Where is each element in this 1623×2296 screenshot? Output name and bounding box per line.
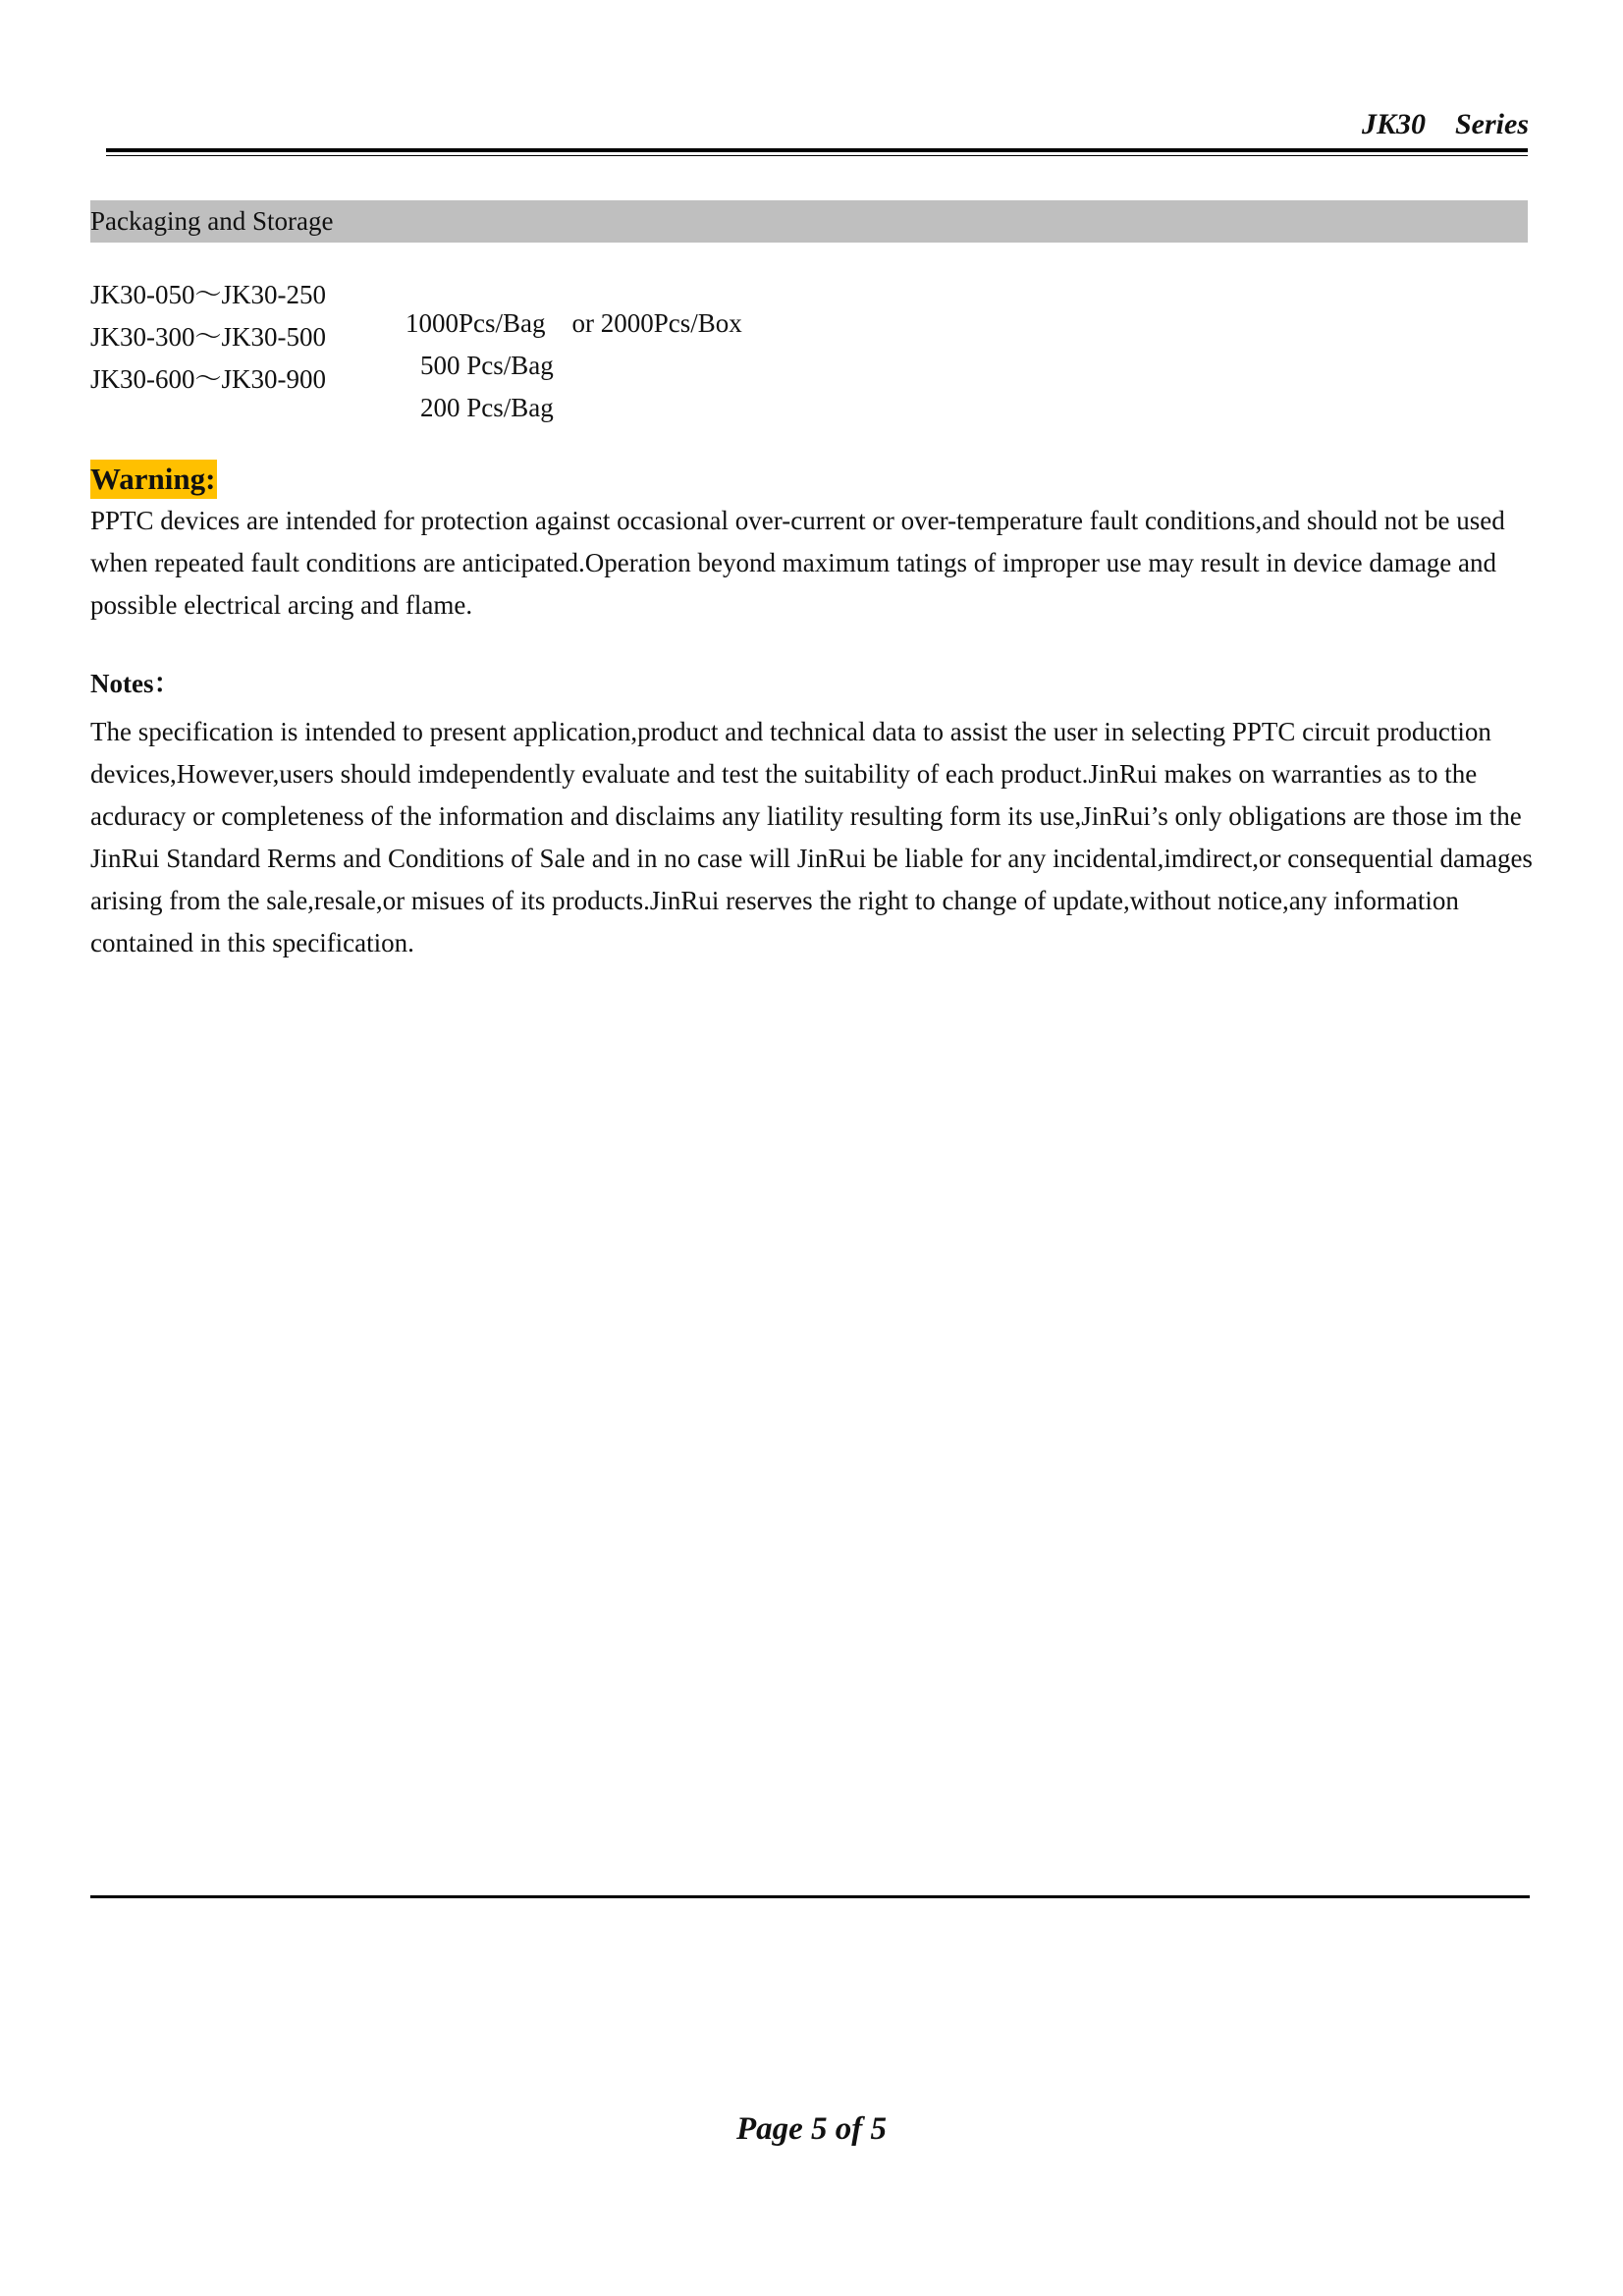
series-title: JK30 Series [1361, 108, 1529, 140]
notes-text: The specification is intended to present application,product and technical data to assist the user in selecting PPTC circuit production devices,However,users should imdependently evaluate and test the suitability of each product.JinRui makes on warranties as to the acduracy or completeness of the information and disclaims any liatility resulting form its use,JinRui’s only obligations are those im the JinRui Standard Rerms and Conditions of Sale and in no case will JinRui be liable for any incidental,imdirect,or consequential damages arising from the sale,resale,or misues of its products.JinRui reserves the right to change of update,without notice,any information contained in this specification. [90, 717, 1533, 957]
header-rule-thin [106, 155, 1528, 156]
packaging-model: JK30-600～JK30-900 [90, 363, 326, 394]
header-rule [106, 148, 1528, 152]
packaging-quantity: 500 Pcs/Bag [420, 351, 554, 381]
packaging-quantity: 1000Pcs/Bag or 2000Pcs/Box [406, 308, 742, 339]
packaging-quantity: 200 Pcs/Bag [420, 393, 554, 423]
packaging-heading: Packaging and Storage [90, 206, 334, 236]
footer-rule [90, 1895, 1530, 1898]
packaging-model: JK30-050～JK30-250 [90, 279, 326, 309]
notes-heading: Notes： [90, 669, 181, 698]
warning-text: PPTC devices are intended for protection against occasional over-current or over-temperature fault conditions,and should not be used when repeated fault conditions are anticipated.Operation beyond maximum tatings of improper use may result in device damage and possible electrical arcing and flame. [90, 506, 1505, 620]
page-number: Page 5 of 5 [735, 2111, 888, 2147]
warning-heading: Warning: [90, 460, 217, 499]
packaging-model: JK30-300～JK30-500 [90, 321, 326, 352]
packaging-heading-bar [90, 200, 1528, 243]
